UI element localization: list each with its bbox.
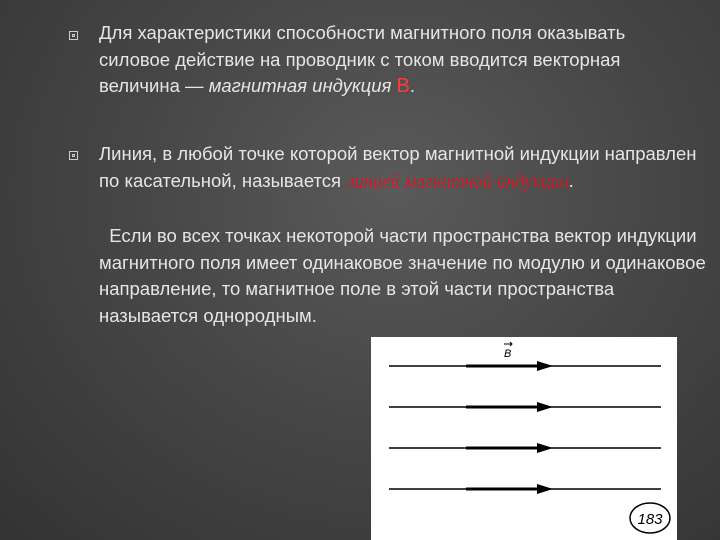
figure-number: 183: [637, 511, 663, 528]
figure-number-badge: [630, 503, 670, 533]
bullet-2-text: [99, 141, 709, 195]
field-line-arrow: [537, 361, 553, 371]
bullet-1-text: [99, 20, 699, 100]
field-line-arrow: [537, 443, 553, 453]
bullet-1-letter: В: [396, 75, 410, 97]
vector-letter: B: [504, 348, 512, 360]
field-lines: [389, 361, 661, 494]
field-lines-diagram: [371, 337, 677, 540]
bullet-1-marker: [69, 31, 78, 40]
bullet-2-body: Линия, в любой точке которой вектор магнитной индукции направлен по касательной, называется: [99, 143, 697, 191]
bullet-1-term: магнитная индукция: [208, 75, 392, 96]
bullet-1-tail: .: [409, 75, 415, 96]
bullet-2-term: линией магнитной индукции: [346, 171, 569, 192]
paragraph-3: Если во всех точках некоторой части пространства вектор индукции магнитного поля имеет одинаковое значение по модулю и одинаковое направление, то магнитное поле в этой части пространства называется однородным.: [99, 225, 711, 326]
vector-b-label: [504, 342, 512, 360]
bullet-1-body: Для характеристики способности магнитного поля оказывать силовое действие на проводник с током вводится векторная величина —: [99, 22, 626, 96]
bullet-2-marker: [69, 151, 78, 160]
field-line-arrow: [537, 484, 553, 494]
bullet-2-tail: .: [568, 169, 574, 191]
field-line-arrow: [537, 402, 553, 412]
uniform-field-figure: [371, 337, 677, 540]
